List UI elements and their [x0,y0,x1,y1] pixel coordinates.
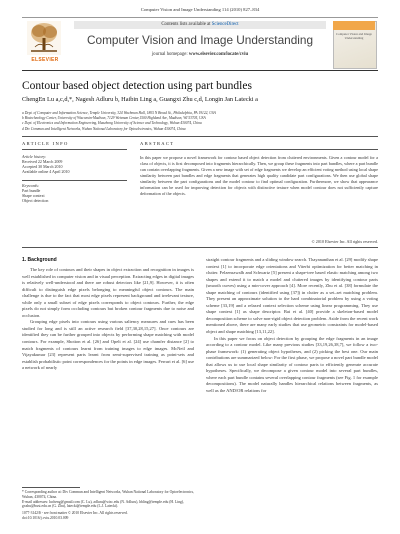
journal-cover-band [333,21,375,30]
history-item: Received 22 March 2009 [22,159,63,165]
homepage-prefix: journal homepage: [151,52,188,57]
doi-line: doi:10.1016/j.cviu.2010.03.009 [22,515,69,520]
footnote: * Corresponding author at: Div Commun and Intelligent Networks, Wuhan National Laboratory for Optoelectronics, Wuhan, 430074, China. [22,490,194,499]
keyword-item: Part bundle [22,188,41,194]
history-item: Accepted 30 March 2010 [22,164,63,170]
footnotes [22,490,194,521]
divider [22,247,378,248]
divider [22,180,127,181]
abstract-heading: ABSTRACT [140,141,175,146]
article-title: Contour based object detection using part bundles [22,80,252,92]
article-authors: ChengEn Lu a,c,d,*, Nagesh Adluru b, Haibin Ling a, Guangxi Zhu c,d, Longin Jan Latecki a [22,96,258,103]
front-matter-line: 1077-3142/$ - see front matter © 2010 Elsevier Inc. All rights reserved. [22,511,128,516]
keyword-item: Shape context [22,193,45,199]
sciencedirect-link[interactable]: ScienceDirect [211,22,239,27]
journal-cover-title: Computer Vision and Image Understanding [336,32,372,40]
divider [22,149,127,150]
homepage-url-link[interactable]: www.elsevier.com/locate/cviu [188,52,249,57]
body-paragraph: straight contour fragments and a sliding window search. Thayananthan et al. [29] modify shape context [1] to incorporate edge orientations and Viterbi optimization for better matching in clutter. Felzenszwalb and Schwartz [5] present a shape-tree based elastic matching among two shapes and extend it to match a model and cluttered images by identifying contour parts (smooth curves) using a min-cover approach [4]. More recently, Zhu et al. [38] formulate the shape matching of contours (identified using [37]) in clutter as a set–set matching problem. They present an approximate solution to the hard combinatorial problem by using a voting scheme [33,19] and a relaxed context selection scheme using linear programming. They use shape context [1] as shape descriptor. Bai et al. [40] provide a skeleton-based model decomposition scheme to solve non-rigid object detection problem. Aside from the recent work mentioned above, there are many early studies that use geometric constraints for model-based object and shape matching [13,11,22]. [206,257,378,335]
journal-homepage [74,52,326,57]
contents-bar [74,21,326,29]
footnote-rule [22,487,80,488]
affiliation-line: a Dept. of Computer and Information Science, Temple University, 324 Wachman Hall, 1805 N Broad St., Philadelphia, PA 19122, USA [22,111,216,115]
article-history [22,154,127,174]
keywords [22,183,127,203]
contents-prefix: Contents lists available at [161,22,211,27]
body-paragraph: Grouping edge pixels into contours using various saliency measures and cues has been studied for long and is still an active research field [37,30,28,15,27]. Once contours are identified they can be further grouped into objects by performing shape matching with model contours. For example, Shotton et al. [26] and Opelt et al. [24] use chamfer distance [2] to match fragments of contours learnt from training images to edge images. McNeil and Vijayakumar [23] represent parts learnt from semi-supervised training as point-sets and establish probabilistic point correspondences for the points in edge images. Ferrari et al. [6] use a network of nearly [22,319,194,371]
publisher-logo-word: ELSEVIER [31,57,59,63]
divider [140,149,378,150]
abstract-copyright: © 2010 Elsevier Inc. All rights reserved. [311,239,378,244]
body-paragraph: The key role of contours and their shapes in object extraction and recognition in images is well established in computer vision and in visual perception. Extracting edges in digital images is relatively well-understood and there are robust detectors like [21,9]. However, it is often difficult to distinguish edge pixels belonging to meaningful object contours. The main challenge is due to the fact that most edge pixels represent background and irrelevant texture, while only a small subset of edge pixels corresponds to object contours. Further, the edge pixels do not simply form occluding contours but broken contour fragments due to noise and occlusion. [22,267,194,318]
body-right-column [206,257,378,394]
divider [22,136,378,137]
body-left-column [22,267,194,372]
history-label: Article history: [22,154,47,159]
elsevier-tree-logo-icon [27,21,61,55]
footnote: E-mail addresses: lucheng@gmail.com (C. Lu), adluru@wisc.edu (N. Adluru), hbling@temple.edu (H. Ling), gxzhu@hust.edu.cn (G. Zhu), latecki@temple.edu (L.J. Latecki). [22,499,185,509]
journal-name: Computer Vision and Image Understanding [86,33,314,47]
running-head: Computer Vision and Image Understanding 114 (2010) 827–834 [140,7,260,12]
keyword-item: Object detection [22,198,49,204]
affiliation-line: c Dept. of Electronics and Information Engineering, Huazhong University of Science and Technology, Wuhan 430074, China [22,121,202,126]
affiliation-line: b Biotechnology Center, University of Wisconsin-Madison, 7129 Weisman Center,1500 Highland Ave, Madison, WI 53705, USA [22,116,206,121]
section-heading: 1. Background [22,257,57,263]
abstract-text: In this paper we propose a novel framework for contour based object detection from cluttered environments. Given a contour model for a class of objects, it is first decomposed into fragments hierarchically. Then, we group these fragments into part bundles, where a part bundle can contain overlapping fragments. Given a new image with set of edge fragments we develop an efficient voting method using local shape similarity between part bundles and edge fragments that generates high quality candidate part configurations. We then use global shape similarity between the part configurations and the model contour to find optimal configuration. Furthermore, we show that appearance information can be used for improving detection for objects with distinctive texture when model contour does not sufficiently capture deformation of the objects. [140,155,378,197]
keywords-label: Keywords: [22,183,40,188]
history-item: Available online 4 April 2010 [22,169,70,175]
body-paragraph: In this paper we focus on object detection by grouping the edge fragments in an image according to a contour model. Like many previous studies [33,19,26,38,7], we follow a two-phase framework: (1) generating object hypotheses, and (2) picking the best one. Our main contributions are summarized below: For the first phase, we propose a novel part bundle model that allows us to use local shape similarity of contour parts to efficiently generate accurate hypotheses. Specifically, we decompose a given contour model into several part bundles, where each part bundle contains several overlapping contour fragments (see Fig. 1 for example decompositions). The model naturally handles hierarchical relations between fragments, as well as the AND/OR relations for [206,335,378,393]
affiliations [22,111,382,132]
affiliation-line: d Div Commun and Intelligent Networks, Wuhan National Laboratory for Optoelectronics, Wuhan 430074, China [22,126,186,131]
article-info-heading: ARTICLE INFO [22,141,69,146]
